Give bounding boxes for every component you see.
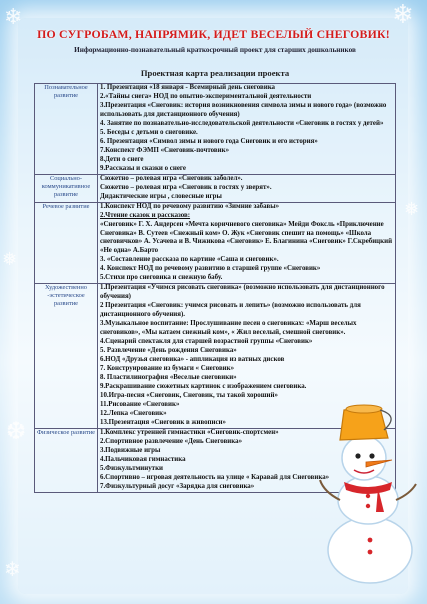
- list-item: 13.Презентация «Снеговик в живописи»: [100, 418, 226, 426]
- list-item: 9.Рассказы и сказки о снеге: [100, 164, 186, 172]
- list-item: 1.Конспект НОД по речевому развитию «Зимние забавы»: [100, 202, 280, 210]
- list-item: 3. «Составление рассказа по картине «Саша и снеговик».: [100, 256, 279, 264]
- list-item: Сюжетно – ролевая игра «Снеговик заболел».: [100, 174, 243, 182]
- area-cell: Художественно -эстетическое развитие: [35, 284, 98, 429]
- list-item: 5.Физкультминутки: [100, 464, 164, 472]
- snowflake-icon: ❅: [404, 199, 420, 219]
- list-item: 3.Подвижные игры: [100, 446, 161, 454]
- list-item: 5. Развлечение «День рождения Снеговика»: [100, 347, 237, 355]
- list-item: 2.«Тайны снега» НОД по опытно-экспериментальной деятельности: [100, 92, 312, 100]
- content-cell: [98, 174, 396, 202]
- list-item: 2.Спортивное развлечение «День Снеговика»: [100, 437, 243, 445]
- list-item: 2.Чтение сказок и рассказов:: [100, 211, 191, 219]
- list-item: 6.Спортивно – игровая деятельность на улице « Каравай для Снеговика»: [100, 473, 330, 481]
- list-item: 4. Конспект НОД по речевому развитию в старшей группе «Снеговик»: [100, 265, 321, 273]
- table-row: [35, 174, 396, 202]
- list-item: 3.Музыкальное воспитание: Прослушивание песен о снеговиках: «Марш веселых снеговиков», «Мы катаем снежный ком», « Жил веселый, смешной снеговик».: [100, 320, 357, 337]
- content-cell: [98, 84, 396, 175]
- list-item: 4. Занятие по познавательно-исследовательской деятельности «Снеговик в гостях у детей»: [100, 119, 384, 127]
- list-item: 4.Пальчиковая гимнастика: [100, 455, 186, 463]
- list-item: 7.Конспект ФЭМП «Снеговик-почтовик»: [100, 146, 230, 154]
- snowflake-icon: ❄: [4, 4, 23, 29]
- area-cell: Физическое развитие: [35, 428, 98, 492]
- list-item: 12.Лепка «Снеговик»: [100, 409, 167, 417]
- list-item: Сюжетно – ролевая игра «Снеговик в гостях у зверят».: [100, 183, 272, 191]
- list-item: 8.Дети о снеге: [100, 155, 144, 163]
- list-item: 10.Игра-песня «Снеговик, Снеговик, ты такой хороший»: [100, 391, 278, 399]
- snowflake-icon: ❆: [6, 419, 27, 445]
- table-row: [35, 84, 396, 175]
- list-item: 6. Презентация «Символ зимы и нового года Снеговик и его история»: [100, 137, 318, 145]
- area-cell: Речевое развитие: [35, 202, 98, 284]
- list-item: 7.Физкультурный досуг «Зарядка для снеговика»: [100, 482, 255, 490]
- list-item: 6.НОД «Друзья снеговика» - аппликация из ватных дисков: [100, 356, 285, 364]
- page-title: ПО СУГРОБАМ, НАПРЯМИК, ИДЕТ ВЕСЕЛЫЙ СНЕГОВИК!: [37, 27, 390, 41]
- area-cell: Социально-коммуникативное развитие: [35, 174, 98, 202]
- map-title: Проектная карта реализации проекта: [140, 68, 290, 78]
- list-item: 7. Конструирование из бумаги « Снеговик»: [100, 365, 235, 373]
- snowman-illustration: [318, 400, 418, 585]
- snowflake-icon: ❄: [392, 0, 414, 29]
- content-cell: [98, 202, 396, 284]
- list-item: 1.Презентация «Учимся рисовать снеговика» (возможно использовать для дистанционного обучения): [100, 284, 385, 301]
- list-item: 3.Презентация «Снеговик: история возникновения символа зимы и нового года» (возможно использовать для дистанционного обучения): [100, 101, 387, 118]
- list-item: Дидактические игры , словесные игры: [100, 192, 222, 200]
- list-item: 5.Стихи про снеговика и снежную бабу.: [100, 274, 223, 282]
- list-item: 9.Раскрашивание сюжетных картинок с изображением снеговика.: [100, 382, 307, 390]
- list-item: 5. Беседы с детьми о снеговике.: [100, 128, 198, 136]
- list-item: 1.Комплекс утренней гимнастики «Снеговик-спортсмен»: [100, 428, 279, 436]
- table-row: [35, 202, 396, 284]
- snowflake-icon: ❄: [4, 559, 21, 581]
- list-item: 8. Пластилинография «Веселые снеговики»: [100, 374, 237, 381]
- snowflake-icon: ❅: [2, 249, 18, 269]
- list-item: 4.Сценарий спектакля для старшей возрастной группы «Снеговик»: [100, 338, 313, 346]
- list-item: 1. Презентация «18 января - Всемирный день снеговика: [100, 84, 276, 91]
- list-item: 11.Рисование «Снеговик»: [100, 400, 180, 408]
- page-subtitle: Информационно-познавательный краткосрочный проект для старших дошкольников: [74, 46, 356, 54]
- area-cell: Познавательное развитие: [35, 84, 98, 175]
- list-item: 2 Презентация «Снеговик: учимся рисовать и лепить» (возможно использовать для дистанционного обучения).: [100, 302, 361, 319]
- list-item: «Снеговик» Г. Х. Андерсен «Мечта коричневого снеговика» Мейди Фоксль «Приключение Снеговика» В. Сутеев «Снежный ком» О. Жук «Снеговик спешит на помощь» «Школа снеговичков» А. Усачева и В. Чижикова «Снеговик» Е. Благинина «Снеговик» Г.Скребицкий «Не одна» А.Барто: [100, 220, 393, 255]
